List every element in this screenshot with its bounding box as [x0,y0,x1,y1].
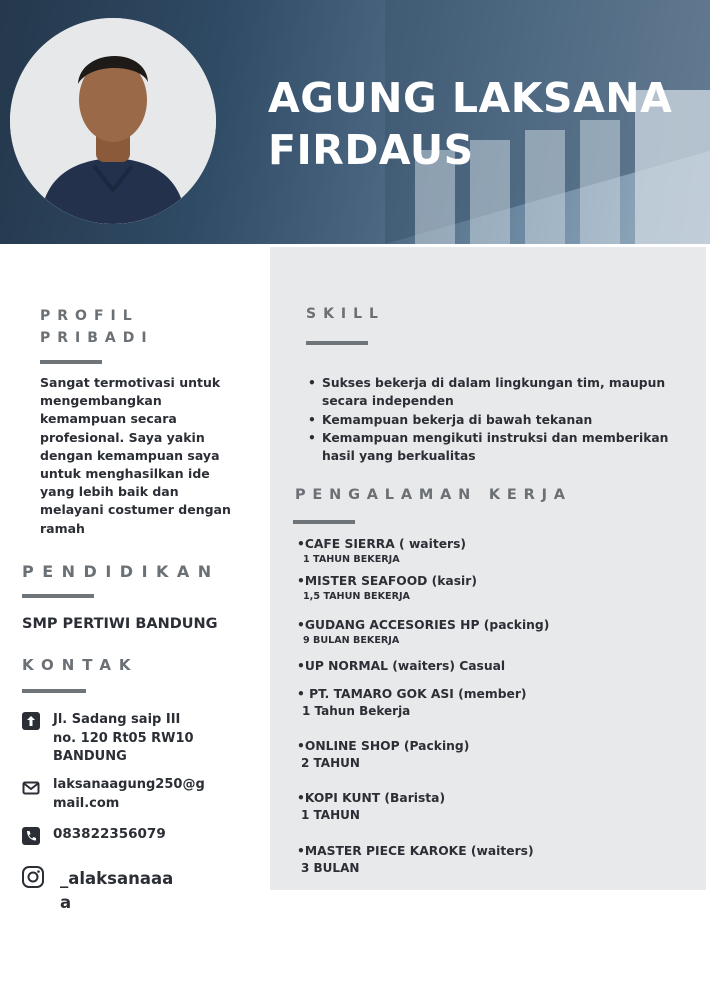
profile-photo [10,18,216,224]
experience-title: •GUDANG ACCESORIES HP (packing) [297,618,550,632]
experience-title: •UP NORMAL (waiters) Casual [297,659,506,673]
location-icon [22,712,40,730]
experience-duration: 1 TAHUN [301,808,360,822]
contact-email: laksanaagung250@gmail.com [53,777,205,811]
skill-item: • Kemampuan bekerja di bawah tekanan [306,411,676,429]
experience-item [297,617,697,647]
experience-title: •CAFE SIERRA ( waiters) [297,537,467,551]
contact-instagram: _alaksanaaaa [60,869,174,912]
experience-duration: 1 TAHUN BEKERJA [303,554,400,565]
education-divider [22,594,94,598]
full-name: AGUNG LAKSANA FIRDAUS [268,74,673,174]
skill-list [306,374,676,465]
skill-divider [306,341,368,345]
experience-title: •KOPI KUNT (Barista) [297,791,446,805]
experience-item [297,790,697,824]
profile-divider [40,360,102,364]
experience-item [297,573,697,603]
experience-divider [293,520,355,524]
profile-text: Sangat termotivasi untuk mengembangkan kemampuan secara profesional. Saya yakin dengan kemampuan saya untuk menghasilkan ide yang lebih baik dan melayani costumer dengan ramah [40,375,231,536]
contact-address: Jl. Sadang saip III no. 120 Rt05 RW10 BANDUNG [53,712,194,764]
mail-icon [22,779,40,797]
experience-item [297,738,697,772]
contact-heading: KONTAK [22,656,139,674]
experience-duration: 9 BULAN BEKERJA [303,635,400,646]
experience-heading: PENGALAMAN KERJA [295,487,572,503]
experience-item [297,536,697,566]
profile-heading: PROFIL PRIBADI [40,308,154,346]
experience-duration: 2 TAHUN [301,756,360,770]
contact-divider [22,689,86,693]
experience-title: •MASTER PIECE KAROKE (waiters) [297,844,534,858]
experience-duration: 3 BULAN [301,861,360,875]
experience-title: •MISTER SEAFOOD (kasir) [297,574,477,588]
skill-heading: SKILL [306,306,385,322]
experience-title: •ONLINE SHOP (Packing) [297,739,470,753]
skill-item: • Sukses bekerja di dalam lingkungan tim, maupun secara independen [306,374,676,411]
education-heading: PENDIDIKAN [22,562,220,581]
experience-item [297,843,697,877]
education-school: SMP PERTIWI BANDUNG [22,616,218,632]
instagram-icon [21,865,45,889]
contact-phone: 083822356079 [53,826,166,842]
experience-duration: 1 Tahun Bekerja [302,704,411,718]
experience-duration: 1,5 TAHUN BEKERJA [303,591,410,602]
experience-title: • PT. TAMARO GOK ASI (member) [297,687,527,701]
phone-icon [22,827,40,845]
skill-item: • Kemampuan mengikuti instruksi dan memberikan hasil yang berkualitas [306,429,676,466]
experience-item [297,686,697,720]
experience-item [297,658,697,675]
